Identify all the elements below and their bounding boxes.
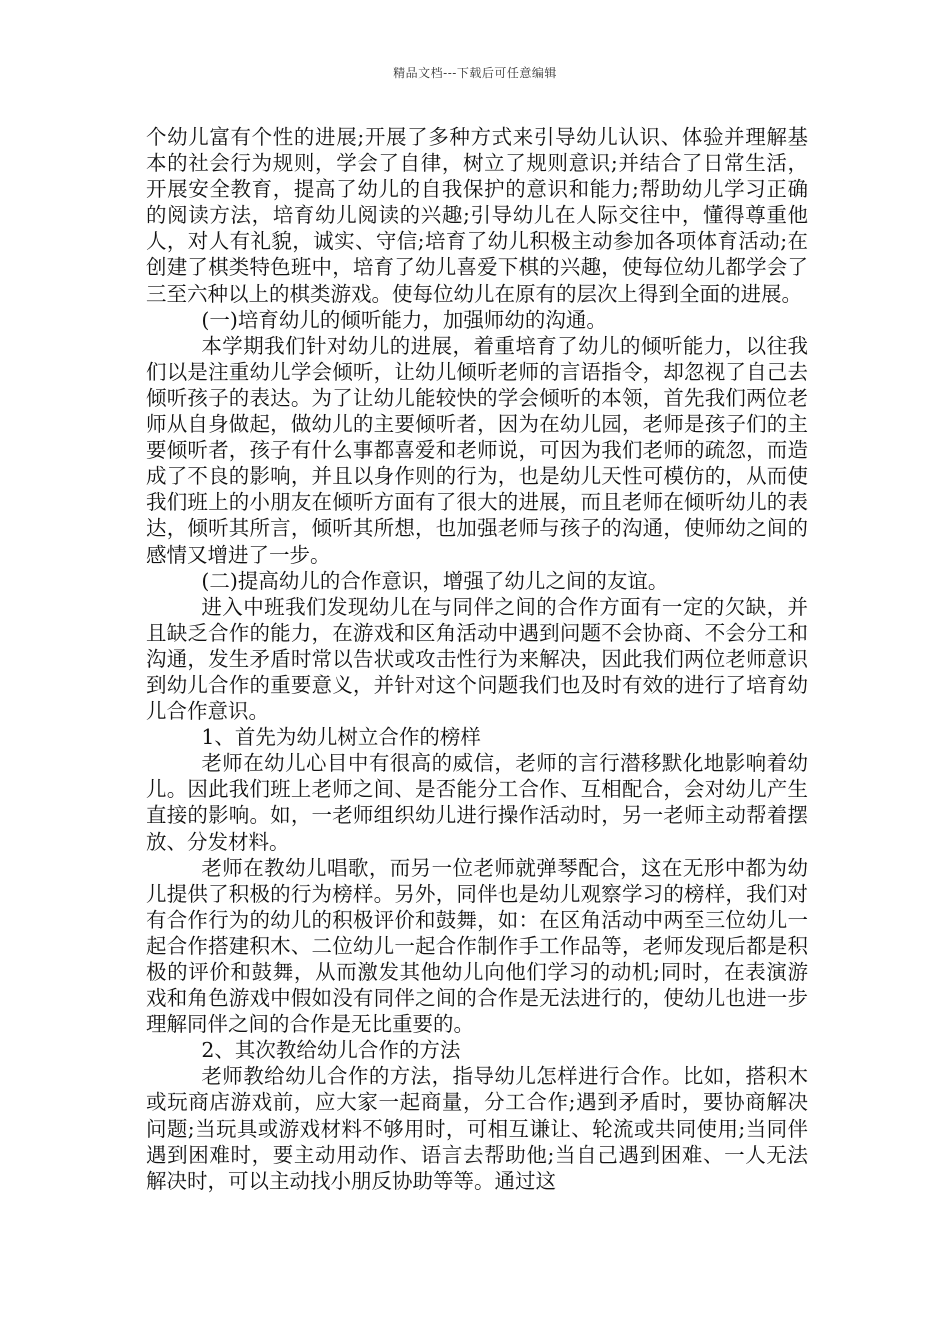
paragraph-role-model: 老师在幼儿心目中有很高的威信，老师的言行潜移默化地影响着幼儿。因此我们班上老师之间、是否能分工合作、互相配合，会对幼儿产生直接的影响。如，一老师组织幼儿进行操作活动时，另一老师主动帮着摆放、分发材料。 [146, 751, 808, 854]
paragraph-methods: 老师教给幼儿合作的方法，指导幼儿怎样进行合作。比如，搭积木或玩商店游戏前，应大家一起商量，分工合作;遇到矛盾时，要协商解决问题;当玩具或游戏材料不够用时，可相互谦让、轮流或共同使用;当同伴遇到困难时，要主动用动作、语言去帮助他;当自己遇到困难、一人无法解决时，可以主动找小朋反协助等等。通过这 [146, 1064, 808, 1193]
subheading-methods: 2、其次教给幼儿合作的方法 [201, 1038, 461, 1063]
document-body [146, 124, 808, 1194]
page-header: 精品文档---下载后可任意编辑 [393, 66, 557, 80]
subheading-role-model: 1、首先为幼儿树立合作的榜样 [201, 725, 481, 750]
paragraph-role-model-continued: 老师在教幼儿唱歌，而另一位老师就弹琴配合，这在无形中都为幼儿提供了积极的行为榜样。另外，同伴也是幼儿观察学习的榜样，我们对有合作行为的幼儿的积极评价和鼓舞，如：在区角活动中两至三位幼儿一起合作搭建积木、二位幼儿一起合作制作手工作品等，老师发现后都是积极的评价和鼓舞，从而激发其他幼儿向他们学习的动机;同时，在表演游戏和角色游戏中假如没有同伴之间的合作是无法进行的，使幼儿也进一步理解同伴之间的合作是无比重要的。 [146, 855, 808, 1037]
paragraph-listening: 本学期我们针对幼儿的进展，着重培育了幼儿的倾听能力，以往我们以是注重幼儿学会倾听，让幼儿倾听老师的言语指令，却忽视了自己去倾听孩子的表达。为了让幼儿能较快的学会倾听的本领，首先我们两位老师从自身做起，做幼儿的主要倾听者，因为在幼儿园，老师是孩子们的主要倾听者，孩子有什么事都喜爱和老师说，可因为我们老师的疏忽，而造成了不良的影响，并且以身作则的行为，也是幼儿天性可模仿的，从而使我们班上的小朋友在倾听方面有了很大的进展，而且老师在倾听幼儿的表达，倾听其所言，倾听其所想，也加强老师与孩子的沟通，使师幼之间的感情又增进了一步。 [146, 333, 808, 567]
paragraph-intro: 个幼儿富有个性的进展;开展了多种方式来引导幼儿认识、体验并理解基本的社会行为规则，学会了自律，树立了规则意识;并结合了日常生活，开展安全教育，提高了幼儿的自我保护的意识和能力;帮助幼儿学习正确的阅读方法，培育幼儿阅读的兴趣;引导幼儿在人际交往中，懂得尊重他人，对人有礼貌，诚实、守信;培育了幼儿积极主动参加各项体育活动;在创建了棋类特色班中，培育了幼儿喜爱下棋的兴趣，使每位幼儿都学会了三至六种以上的棋类游戏。使每位幼儿在原有的层次上得到全面的进展。 [146, 125, 808, 306]
section-heading-cooperation: (二)提高幼儿的合作意识，增强了幼儿之间的友谊。 [201, 568, 669, 593]
section-heading-listening: (一)培育幼儿的倾听能力，加强师幼的沟通。 [201, 307, 607, 332]
paragraph-cooperation: 进入中班我们发现幼儿在与同伴之间的合作方面有一定的欠缺，并且缺乏合作的能力，在游戏和区角活动中遇到问题不会协商、不会分工和沟通，发生矛盾时常以告状或攻击性行为来解决，因此我们两位老师意识到幼儿合作的重要意义，并针对这个问题我们也及时有效的进行了培育幼儿合作意识。 [146, 594, 808, 724]
